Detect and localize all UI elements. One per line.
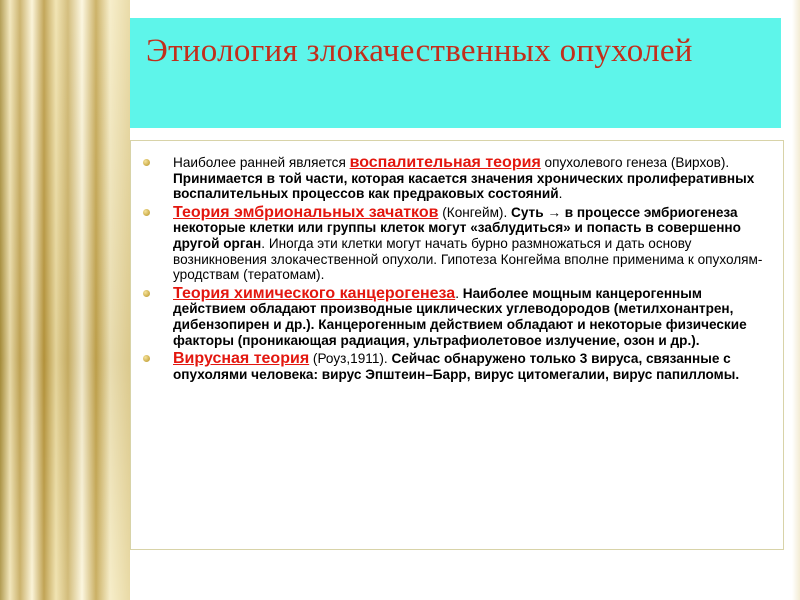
bullet-mid-text: (Роуз,1911). [309, 351, 392, 367]
title-banner [130, 18, 781, 128]
bullet-bold-text: Сейчас обнаружено только 3 вируса, связанные с опухолями человека: вирус Эпштеин–Барр, вирус цитомегалии, вирус папилломы. [173, 351, 740, 382]
theory-name: Теория химического канцерогенеза [173, 284, 456, 302]
theory-name: Вирусная теория [173, 350, 310, 368]
bullet-mid-text: . [455, 285, 463, 301]
bullet-lead-text: Наиболее ранней является [173, 155, 350, 170]
content-box [130, 140, 784, 550]
bullet-rest-text: опухолевого генеза (Вирхов). [540, 155, 730, 170]
decorative-right-edge [792, 0, 800, 600]
bullet-item-viral-theory [131, 351, 771, 382]
bullet-item-embryonic-theory [131, 205, 771, 283]
theory-name: воспалительная теория [349, 154, 541, 171]
bullet-mid-text: (Конгейм). [438, 204, 511, 220]
bullet-bold-text: Наиболее мощным канцерогенным действием обладают производные циклических углеводородов (метилхонантрен, дибензопирен и др.). Канцерогенным действием обладают и некоторые физические факторы (проникающая радиация, ультрафиолетовое излучение, озон и др.). [173, 285, 747, 348]
bullet-item-chemical-theory [131, 286, 771, 348]
bullet-dot-icon [143, 290, 150, 297]
bullet-list [131, 155, 771, 385]
bullet-tail-text: . Иногда эти клетки могут начать бурно размножаться и дать основу возникновения злокачественной опухоли. Гипотеза Конгейма вполне применима к опухолям-уродствам (тератомам). [173, 235, 763, 283]
theory-name: Теория эмбриональных зачатков [173, 203, 439, 221]
bullet-dot-icon [143, 355, 150, 362]
bullet-dot-icon [143, 209, 150, 216]
decorative-gold-strip [0, 0, 130, 600]
bullet-dot-icon [143, 159, 150, 166]
bullet-bold-text: Суть → в процессе эмбриогенеза некоторые клетки или группы клеток могут «заблудиться» и попасть в совершенно другой орган [173, 204, 741, 251]
bullet-tail-text: . [558, 186, 563, 202]
bullet-item-inflammatory-theory [131, 155, 771, 202]
slide-title: Этиология злокачественных опухолей [146, 33, 693, 69]
bullet-bold-text: Принимается в той части, которая касается значения хронических пролиферативных воспалительных процессов как предраковых состояний [173, 170, 755, 202]
